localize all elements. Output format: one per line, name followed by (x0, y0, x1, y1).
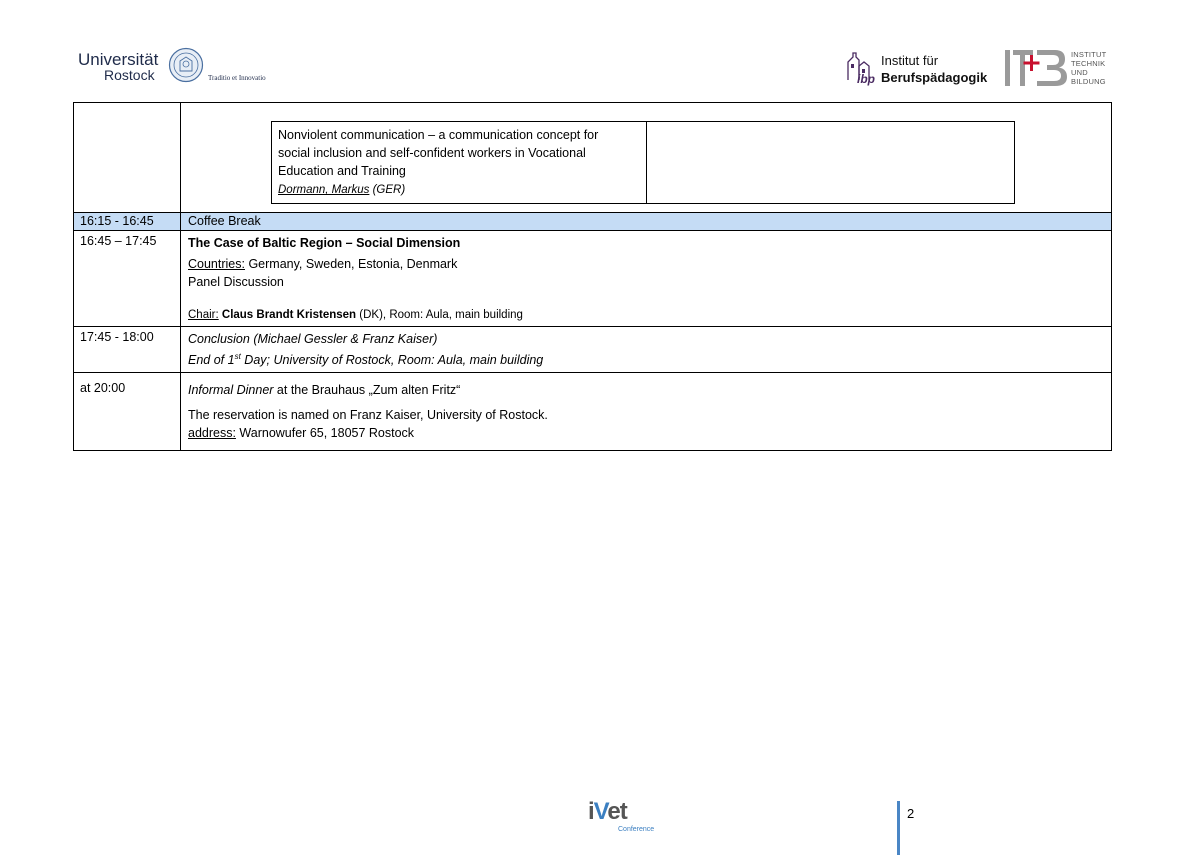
time-cell (74, 103, 181, 213)
talk-title-line: social inclusion and self-confident workers in Vocational (278, 146, 586, 160)
itb-text-line: INSTITUT (1071, 50, 1107, 59)
dinner-address (188, 424, 1104, 442)
time-cell (74, 213, 181, 231)
conclusion-cell (181, 327, 1112, 373)
time-cell (74, 373, 181, 451)
dinner-title-ital: Informal Dinner (188, 383, 274, 398)
table-row-baltic (74, 231, 1112, 327)
itb-text-line: BILDUNG (1071, 77, 1106, 86)
conclusion-line2-post: Day; University of Rostock, Room: Aula, main building (240, 353, 544, 368)
ibp-name-line1: Institut für (881, 53, 939, 68)
itb-text-line: UND (1071, 68, 1088, 77)
coffee-cell (181, 213, 1112, 231)
university-rostock-logo (78, 44, 278, 90)
table-row-conclusion (74, 327, 1112, 373)
dinner-title (188, 381, 1104, 399)
schedule-table (73, 102, 1112, 451)
baltic-chair (188, 308, 1104, 323)
time-cell (74, 327, 181, 373)
table-row (74, 103, 1112, 213)
ivet-v: V (593, 798, 608, 825)
time-cell (74, 231, 181, 327)
talk-description (272, 122, 647, 204)
uni-motto: Traditio et Innovatio (208, 74, 266, 82)
baltic-title: The Case of Baltic Region – Social Dimension (188, 236, 461, 250)
coffee-time: 16:15 - 16:45 (80, 214, 154, 228)
talk-author (278, 184, 405, 196)
chair-label: Chair: (188, 309, 219, 321)
ibp-name-line2: Berufspädagogik (881, 70, 988, 85)
conclusion-line2 (188, 348, 1104, 369)
conclusion-line2-sup: st (234, 352, 241, 361)
countries-list: Germany, Sweden, Estonia, Denmark (244, 257, 458, 271)
table-row-coffee (74, 213, 1112, 231)
uni-city: Rostock (104, 67, 155, 83)
talk-title-line: Nonviolent communication – a communication concept for (278, 128, 599, 142)
conclusion-line2-pre: End of 1 (188, 353, 235, 368)
talk-box-row (272, 122, 1015, 204)
talk-title-line: Education and Training (278, 164, 406, 178)
itb-text (1071, 50, 1106, 86)
ivet-et: et (607, 798, 627, 825)
baltic-countries (188, 255, 1104, 273)
talk-author-country: (GER) (369, 184, 406, 196)
talk-author-name: Dormann, Markus (278, 184, 370, 196)
talk-cell (181, 103, 1112, 213)
chair-name: Claus Brandt Kristensen (218, 309, 357, 321)
ivet-conference-logo (588, 800, 668, 840)
itb-logo (1003, 48, 1118, 92)
dinner-cell (181, 373, 1112, 451)
dinner-title-rest: at the Brauhaus „Zum alten Fritz“ (273, 383, 461, 398)
baltic-format: Panel Discussion (188, 275, 284, 289)
uni-name: Universität (78, 50, 159, 69)
conclusion-line1: Conclusion (Michael Gessler & Franz Kaiser) (188, 332, 438, 346)
talk-box (271, 121, 1015, 204)
dinner-reservation: The reservation is named on Franz Kaiser, University of Rostock. (188, 408, 548, 423)
address-label: address: (188, 426, 236, 441)
countries-label: Countries: (188, 257, 245, 271)
talk-empty-cell (646, 122, 1015, 204)
table-row-dinner (74, 373, 1112, 451)
itb-mark-icon (1003, 48, 1069, 88)
itb-text-line: TECHNIK (1071, 59, 1106, 68)
ivet-sub: Conference (618, 826, 655, 833)
dinner-time: at 20:00 (80, 381, 126, 396)
chair-rest: (DK), Room: Aula, main building (356, 309, 523, 321)
university-seal-icon (168, 47, 204, 83)
footer-divider (897, 801, 900, 855)
ivet-wordmark (588, 798, 627, 826)
ibp-tag: ibp (857, 72, 875, 86)
address-text: Warnowufer 65, 18057 Rostock (235, 426, 415, 441)
baltic-cell (181, 231, 1112, 327)
page-number: 2 (907, 806, 915, 821)
coffee-label: Coffee Break (188, 214, 261, 228)
ivet-i: i (588, 798, 594, 825)
ibp-logo (845, 50, 1005, 90)
conclusion-time: 17:45 - 18:00 (80, 330, 154, 344)
baltic-time: 16:45 – 17:45 (80, 234, 157, 248)
